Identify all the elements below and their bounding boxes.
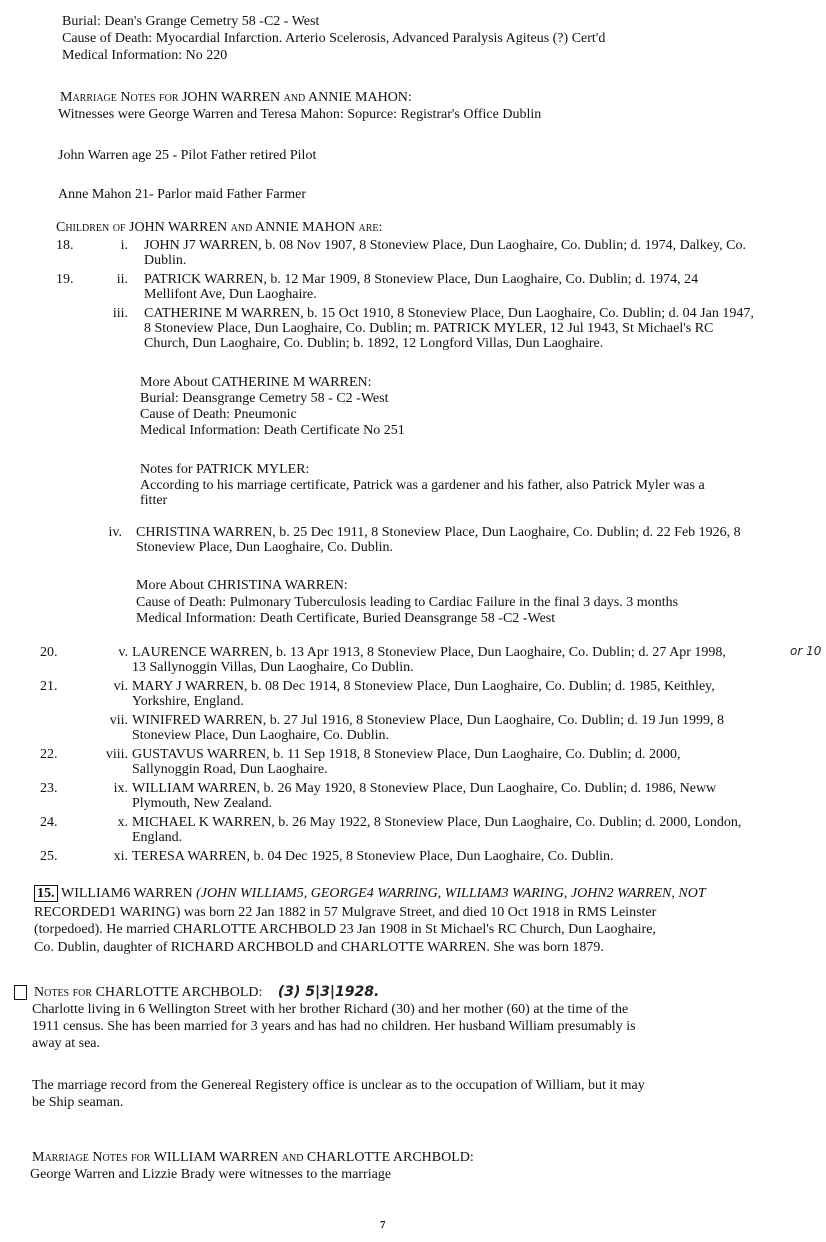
christina-medical: Medical Information: Death Certificate, Buried Deansgrange 58 -C2 -West (136, 611, 556, 626)
child-entry: PATRICK WARREN, b. 12 Mar 1909, 8 Stoneview Place, Dun Laoghaire, Co. Dublin; d. 1974, 24 Mellifont Ave, Dun Laoghaire. (144, 272, 699, 302)
child-entry: WINIFRED WARREN, b. 27 Jul 1916, 8 Stoneview Place, Dun Laoghaire, Co. Dublin; d. 19 Jun 1999, 8 Stoneview Place, Dun Laoghaire, Co. Dublin. (132, 713, 724, 743)
charlotte-heading: Notes for CHARLOTTE ARCHBOLD: (34, 985, 263, 1000)
child-roman: vi. (113, 679, 128, 694)
william-line-1 (34, 886, 706, 901)
anne-info-line: Anne Mahon 21- Parlor maid Father Farmer (58, 187, 307, 202)
william-name: WILLIAM6 WARREN (61, 886, 193, 901)
charlotte-heading-line (34, 985, 379, 1000)
child-roman: xi. (113, 849, 128, 864)
catherine-cause: Cause of Death: Pneumonic (140, 407, 297, 422)
medical-info-line: Medical Information: No 220 (62, 48, 228, 63)
child-roman: v. (118, 645, 128, 660)
child-roman: vii. (109, 713, 128, 728)
child-number: 18. (56, 238, 74, 253)
william-line-2: RECORDED1 WARING) was born 22 Jan 1882 in 57 Mulgrave Street, and died 10 Oct 1918 in RMS Leinster (34, 905, 657, 920)
patrick-notes: According to his marriage certificate, Patrick was a gardener and his father, also Patrick Myler was a fitter (140, 478, 705, 508)
child-entry: GUSTAVUS WARREN, b. 11 Sep 1918, 8 Stoneview Place, Dun Laoghaire, Co. Dublin; d. 2000, Sallynoggin Road, Dun Laoghaire. (132, 747, 681, 777)
child-roman: iii. (112, 306, 128, 321)
child-entry: MICHAEL K WARREN, b. 26 May 1922, 8 Stoneview Place, Dun Laoghaire, Co. Dublin; d. 2000, London, England. (132, 815, 742, 845)
patrick-heading: Notes for PATRICK MYLER: (140, 462, 310, 477)
catherine-burial: Burial: Deansgrange Cemetry 58 - C2 -West (140, 391, 389, 406)
william-line-3: (torpedoed). He married CHARLOTTE ARCHBOLD 23 Jan 1908 in St Michael's RC Church, Dun Laoghaire, (34, 922, 656, 937)
child-roman: x. (117, 815, 128, 830)
charlotte-line-1: Charlotte living in 6 Wellington Street with her brother Richard (30) and her mother (60) at the time of the (32, 1002, 629, 1017)
burial-line: Burial: Dean's Grange Cemetry 58 -C2 - West (62, 14, 320, 29)
john-info-line: John Warren age 25 - Pilot Father retired Pilot (58, 148, 317, 163)
handwritten-date: (3) 5|3|1928. (277, 984, 380, 1000)
child-roman: iv. (108, 525, 122, 540)
child-roman: ix. (113, 781, 128, 796)
cause-of-death-line: Cause of Death: Myocardial Infarction. Arterio Scelerosis, Advanced Paralysis Agiteus (?) Cert'd (62, 31, 606, 46)
child-number: 19. (56, 272, 74, 287)
child-entry: JOHN J7 WARREN, b. 08 Nov 1907, 8 Stoneview Place, Dun Laoghaire, Co. Dublin; d. 1974, Dalkey, Co. Dublin. (144, 238, 746, 268)
page-number: 7 (380, 1219, 386, 1231)
child-number: 21. (40, 679, 58, 694)
christina-cause: Cause of Death: Pulmonary Tuberculosis leading to Cardiac Failure in the final 3 days. 3 months (136, 595, 679, 610)
children-heading: Children of JOHN WARREN and ANNIE MAHON are: (56, 220, 383, 235)
child-number: 24. (40, 815, 58, 830)
william-line-4: Co. Dublin, daughter of RICHARD ARCHBOLD and CHARLOTTE WARREN. She was born 1879. (34, 940, 604, 955)
child-entry: WILLIAM WARREN, b. 26 May 1920, 8 Stoneview Place, Dun Laoghaire, Co. Dublin; d. 1986, Neww Plymouth, New Zealand. (132, 781, 717, 811)
christina-heading: More About CHRISTINA WARREN: (136, 578, 348, 593)
child-number: 22. (40, 747, 58, 762)
witnesses-line: Witnesses were George Warren and Teresa Mahon: Sopurce: Registrar's Office Dublin (58, 107, 542, 122)
marriage-notes-title: Marriage Notes for JOHN WARREN and ANNIE MAHON: (60, 90, 412, 105)
child-roman: i. (120, 238, 128, 253)
child-entry: CATHERINE M WARREN, b. 15 Oct 1910, 8 Stoneview Place, Dun Laoghaire, Co. Dublin; d. 04 Jan 1947, 8 Stoneview Place, Dun Laoghaire, Co. Dublin; m. PATRICK MYLER, 12 Jul 1943, St Michael's RC Church, Dun Laoghaire, Co. Dublin; b. 1892, 12 Longford Villas, Dun Laoghaire. (144, 306, 754, 351)
child-number: 23. (40, 781, 58, 796)
child-roman: ii. (116, 272, 128, 287)
marriage-notes-2-title: Marriage Notes for WILLIAM WARREN and CHARLOTTE ARCHBOLD: (32, 1150, 474, 1165)
child-entry: LAURENCE WARREN, b. 13 Apr 1913, 8 Stoneview Place, Dun Laoghaire, Co. Dublin; d. 27 Apr 1998, 13 Sallynoggin Villas, Dun Laoghaire, Co Dublin. (132, 645, 726, 675)
child-number: 25. (40, 849, 58, 864)
child-entry: MARY J WARREN, b. 08 Dec 1914, 8 Stoneview Place, Dun Laoghaire, Co. Dublin; d. 1985, Keithley, Yorkshire, England. (132, 679, 715, 709)
catherine-medical: Medical Information: Death Certificate No 251 (140, 423, 405, 438)
child-number: 20. (40, 645, 58, 660)
william-ancestry: (JOHN WILLIAM5, GEORGE4 WARRING, WILLIAM3 WARING, JOHN2 WARREN, NOT (196, 886, 706, 901)
child-entry: CHRISTINA WARREN, b. 25 Dec 1911, 8 Stoneview Place, Dun Laoghaire, Co. Dublin; d. 22 Feb 1926, 8 Stoneview Place, Dun Laoghaire, Co. Dublin. (136, 525, 741, 555)
catherine-heading: More About CATHERINE M WARREN: (140, 375, 372, 390)
margin-note: or 10 (790, 644, 822, 658)
checkbox-mark (14, 985, 27, 1000)
child-roman: viii. (105, 747, 128, 762)
charlotte-line-2: 1911 census. She has been married for 3 years and has had no children. Her husband William presumably is (32, 1019, 636, 1034)
marriage-notes-2-text: George Warren and Lizzie Brady were witnesses to the marriage (30, 1167, 392, 1182)
child-entry: TERESA WARREN, b. 04 Dec 1925, 8 Stoneview Place, Dun Laoghaire, Co. Dublin. (132, 849, 614, 864)
marriage-record-line-1: The marriage record from the Genereal Registery office is unclear as to the occupation of William, but it may (32, 1078, 645, 1093)
charlotte-line-3: away at sea. (32, 1036, 101, 1051)
person-number-box: 15. (34, 885, 58, 902)
marriage-record-line-2: be Ship seaman. (32, 1095, 124, 1110)
